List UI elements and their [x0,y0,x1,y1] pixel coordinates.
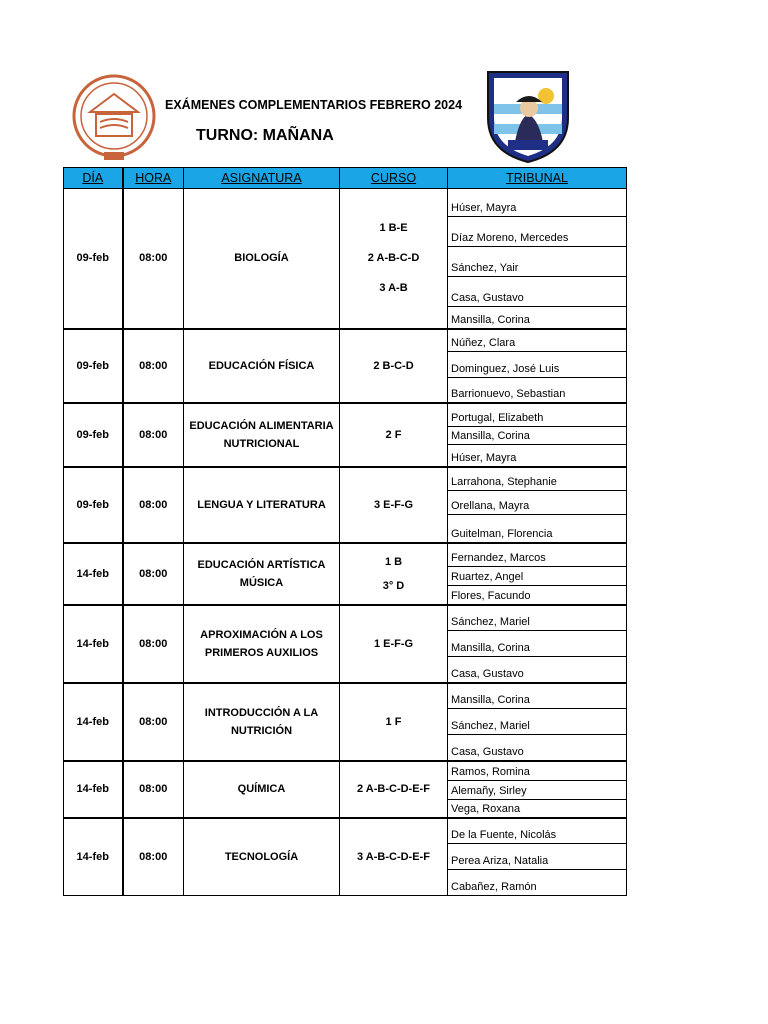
tribunal-cell: Orellana, Mayra [448,491,627,515]
tribunal-cell: Húser, Mayra [448,189,627,217]
tribunal-cell: Casa, Gustavo [448,657,627,683]
tribunal-cell: Mansilla, Corina [448,683,627,709]
hora-cell: 08:00 [123,605,184,683]
dia-cell: 09-feb [64,189,123,329]
tribunal-cell: Fernandez, Marcos [448,543,627,567]
column-header-curso: CURSO [340,168,448,189]
tribunal-cell: Casa, Gustavo [448,735,627,761]
right-school-shield-logo [484,68,572,164]
tribunal-cell: Ruartez, Angel [448,567,627,586]
table-row [64,467,627,543]
dia-cell: 14-feb [64,683,123,761]
dia-cell: 14-feb [64,605,123,683]
curso-cell: 1 F [340,683,448,761]
tribunal-cell: Díaz Moreno, Mercedes [448,217,627,247]
table-header-row [64,168,627,189]
asignatura-cell: EDUCACIÓN ALIMENTARIA NUTRICIONAL [184,403,340,467]
tribunal-cell: Mansilla, Corina [448,427,627,445]
asignatura-cell: EDUCACIÓN ARTÍSTICA MÚSICA [184,543,340,605]
tribunal-cell: Flores, Facundo [448,586,627,605]
tribunal-cell: Cabañez, Ramón [448,870,627,896]
tribunal-cell: Sánchez, Yair [448,247,627,277]
asignatura-cell: LENGUA Y LITERATURA [184,467,340,543]
tribunal-cell: Larrahona, Stephanie [448,467,627,491]
tribunal-cell: Mansilla, Corina [448,631,627,657]
tribunal-cell: Casa, Gustavo [448,277,627,307]
curso-cell: 1 B 3° D [340,543,448,605]
table-row [64,818,627,896]
tribunal-cell: Perea Ariza, Natalia [448,844,627,870]
asignatura-cell: EDUCACIÓN FÍSICA [184,329,340,403]
hora-cell: 08:00 [123,467,184,543]
tribunal-cell: Alemañy, Sirley [448,781,627,800]
column-header-hora: HORA [123,168,184,189]
curso-cell: 3 A-B-C-D-E-F [340,818,448,896]
dia-cell: 09-feb [64,467,123,543]
hora-cell: 08:00 [123,403,184,467]
tribunal-cell: Húser, Mayra [448,445,627,467]
column-header-asignatura: ASIGNATURA [184,168,340,189]
asignatura-cell: QUÍMICA [184,761,340,818]
asignatura-cell: APROXIMACIÓN A LOS PRIMEROS AUXILIOS [184,605,340,683]
column-header-tribunal: TRIBUNAL [448,168,627,189]
curso-cell: 2 F [340,403,448,467]
curso-cell: 1 B-E 2 A-B-C-D 3 A-B [340,189,448,329]
table-row [64,189,627,329]
dia-cell: 14-feb [64,818,123,896]
dia-cell: 09-feb [64,403,123,467]
tribunal-cell: De la Fuente, Nicolás [448,818,627,844]
table-row [64,683,627,761]
dia-cell: 09-feb [64,329,123,403]
page-title: EXÁMENES COMPLEMENTARIOS FEBRERO 2024 [165,98,463,112]
tribunal-cell: Dominguez, José Luis [448,352,627,378]
table-row [64,329,627,403]
table-row [64,761,627,818]
tribunal-cell: Sánchez, Mariel [448,709,627,735]
asignatura-cell: INTRODUCCIÓN A LA NUTRICIÓN [184,683,340,761]
hora-cell: 08:00 [123,329,184,403]
tribunal-cell: Portugal, Elizabeth [448,403,627,427]
asignatura-cell: BIOLOGÍA [184,189,340,329]
tribunal-cell: Sánchez, Mariel [448,605,627,631]
table-row [64,403,627,467]
tribunal-cell: Mansilla, Corina [448,307,627,329]
column-header-dia: DÍA [64,168,123,189]
curso-cell: 2 A-B-C-D-E-F [340,761,448,818]
tribunal-cell: Vega, Roxana [448,800,627,818]
exam-schedule-table [63,167,627,896]
tribunal-cell: Barrionuevo, Sebastian [448,378,627,403]
tribunal-cell: Núñez, Clara [448,329,627,352]
curso-cell: 2 B-C-D [340,329,448,403]
tribunal-cell: Ramos, Romina [448,761,627,781]
tribunal-cell: Guitelman, Florencia [448,515,627,543]
page-subtitle: TURNO: MAÑANA [196,127,334,144]
asignatura-cell: TECNOLOGÍA [184,818,340,896]
table-row [64,543,627,605]
curso-cell: 3 E-F-G [340,467,448,543]
dia-cell: 14-feb [64,761,123,818]
hora-cell: 08:00 [123,189,184,329]
table-row [64,605,627,683]
hora-cell: 08:00 [123,543,184,605]
hora-cell: 08:00 [123,818,184,896]
dia-cell: 14-feb [64,543,123,605]
hora-cell: 08:00 [123,761,184,818]
curso-cell: 1 E-F-G [340,605,448,683]
hora-cell: 08:00 [123,683,184,761]
left-school-logo [70,72,158,164]
